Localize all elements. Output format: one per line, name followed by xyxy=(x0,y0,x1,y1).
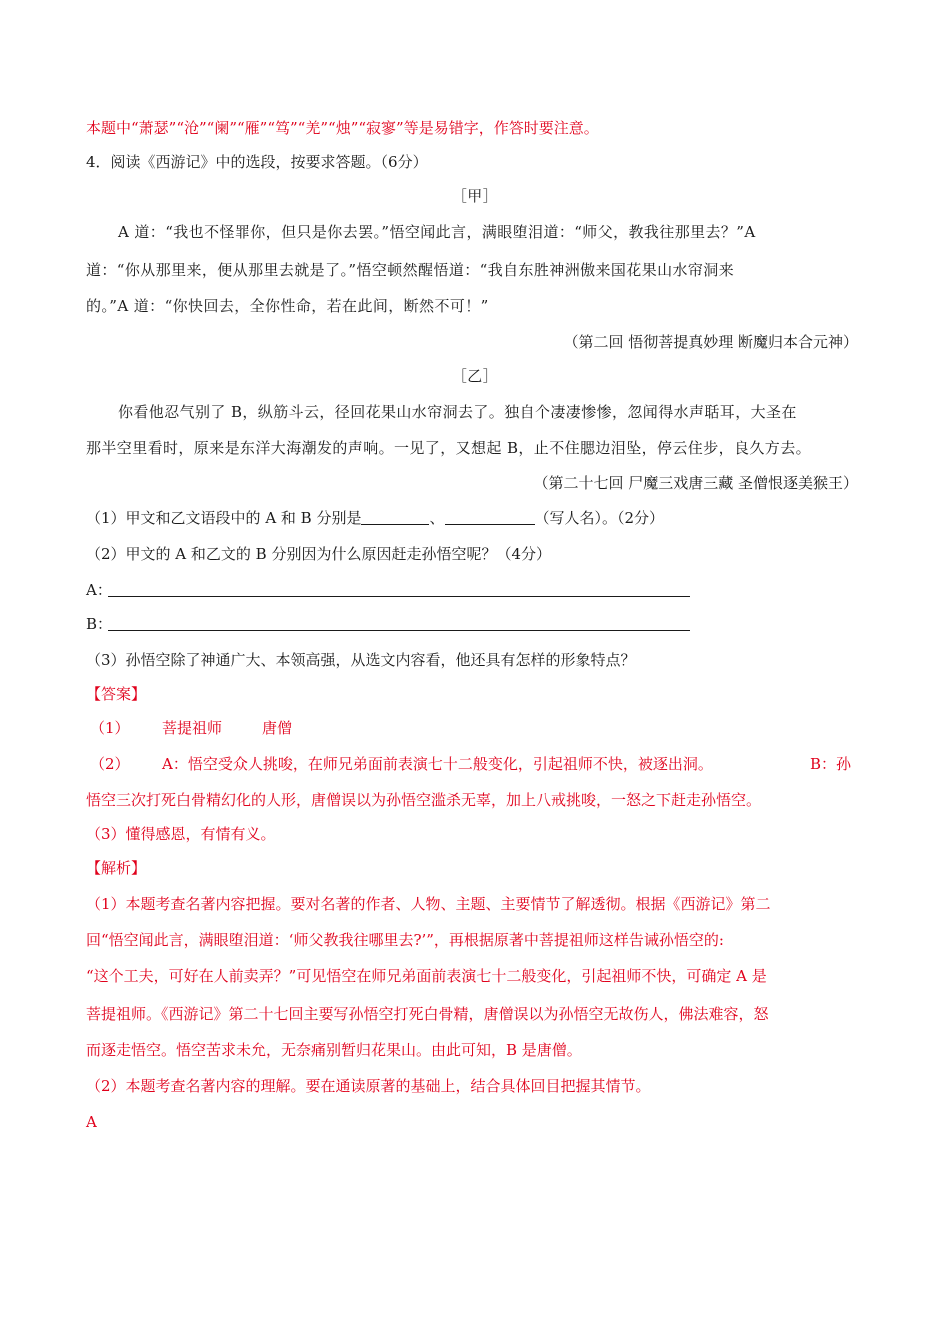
q1-blank-a[interactable] xyxy=(361,509,429,525)
yi-source: （第二十七回 尸魔三戏唐三藏 圣僧恨逐美猴王） xyxy=(533,474,858,492)
analysis-line-7: A xyxy=(86,1113,97,1131)
answer-heading: 【答案】 xyxy=(86,685,147,703)
answer-2-a: A：悟空受众人挑唆，在师兄弟面前表演七十二般变化，引起祖师不快，被逐出洞。 xyxy=(162,755,713,773)
answer-2-b-cont: 悟空三次打死白骨精幻化的人形，唐僧误以为孙悟空滥杀无辜，加上八戒挑唆，一怒之下赶走孙悟空。 xyxy=(86,791,762,809)
q1-separator: 、 xyxy=(429,509,445,527)
q2-text: （2）甲文的 A 和乙文的 B 分别因为什么原因赶走孙悟空呢？（4分） xyxy=(86,545,552,563)
jia-line-1: A 道：“我也不怪罪你，但只是你去罢。”悟空闻此言，满眼堕泪道：“师父，教我往那里去？”A xyxy=(118,223,756,241)
jia-heading: ［甲］ xyxy=(451,187,499,205)
q1-blank-b[interactable] xyxy=(445,509,535,525)
question-title: 4．阅读《西游记》中的选段，按要求答题。（6分） xyxy=(86,153,428,171)
q2-b-label: B： xyxy=(86,615,113,633)
analysis-line-4: 菩提祖师。《西游记》第二十七回主要写孙悟空打死白骨精，唐僧误以为孙悟空无故伤人，佛法难容，怒 xyxy=(86,1005,769,1023)
q2-a-label: A： xyxy=(86,581,112,599)
answer-2-b-start: B：孙 xyxy=(810,755,852,773)
analysis-heading: 【解析】 xyxy=(86,859,147,877)
analysis-line-3: “这个工夫，可好在人前卖弄？”可见悟空在师兄弟面前表演七十二般变化，引起祖师不快，可确定 A 是 xyxy=(86,967,767,985)
q2-b-answer-line[interactable] xyxy=(108,630,690,631)
q1-line xyxy=(86,508,664,528)
q2-a-answer-line[interactable] xyxy=(108,596,690,597)
analysis-line-2: 回“悟空闻此言，满眼堕泪道：‘师父教我往哪里去?’”，再根据原著中菩提祖师这样告诫孙悟空的: xyxy=(86,931,724,949)
answer-1-num: （1） xyxy=(90,719,130,737)
jia-line-3: 的。”A 道：“你快回去，全你性命，若在此间，断然不可！” xyxy=(86,297,489,315)
answer-1-value-b: 唐僧 xyxy=(262,719,293,737)
q1-prefix: （1）甲文和乙文语段中的 A 和 B 分别是 xyxy=(86,509,362,527)
yi-line-2: 那半空里看时，原来是东洋大海潮发的声响。一见了，又想起 B，止不住腮边泪坠，停云住步，良久方去。 xyxy=(86,439,811,457)
analysis-line-1: （1）本题考查名著内容把握。要对名著的作者、人物、主题、主要情节了解透彻。根据《西游记》第二 xyxy=(86,895,771,913)
analysis-line-6: （2）本题考查名著内容的理解。要在通读原著的基础上，结合具体回目把握其情节。 xyxy=(86,1077,651,1095)
jia-line-2: 道：“你从那里来，便从那里去就是了。”悟空顿然醒悟道：“我自东胜神洲傲来国花果山水帘洞来 xyxy=(86,261,735,279)
analysis-line-5: 而逐走悟空。悟空苦求未允，无奈痛别暂归花果山。由此可知，B 是唐僧。 xyxy=(86,1041,582,1059)
answer-1-value-a: 菩提祖师 xyxy=(162,719,223,737)
answer-3: （3）懂得感恩，有情有义。 xyxy=(86,825,276,843)
yi-line-1: 你看他忍气别了 B，纵筋斗云，径回花果山水帘洞去了。独自个凄凄惨惨，忽闻得水声聒耳，大圣在 xyxy=(118,403,797,421)
q1-suffix: （写人名）。（2分） xyxy=(534,509,665,527)
yi-heading: ［乙］ xyxy=(451,367,499,385)
answer-2-num: （2） xyxy=(90,755,130,773)
note-line: 本题中“萧瑟”“沧”“阑”“雁”“笃”“羌”“烛”“寂寥”等是易错字，作答时要注意。 xyxy=(86,119,599,137)
jia-source: （第二回 悟彻菩提真妙理 断魔归本合元神） xyxy=(563,333,858,351)
q3-text: （3）孙悟空除了神通广大、本领高强，从选文内容看，他还具有怎样的形象特点？ xyxy=(86,651,636,669)
